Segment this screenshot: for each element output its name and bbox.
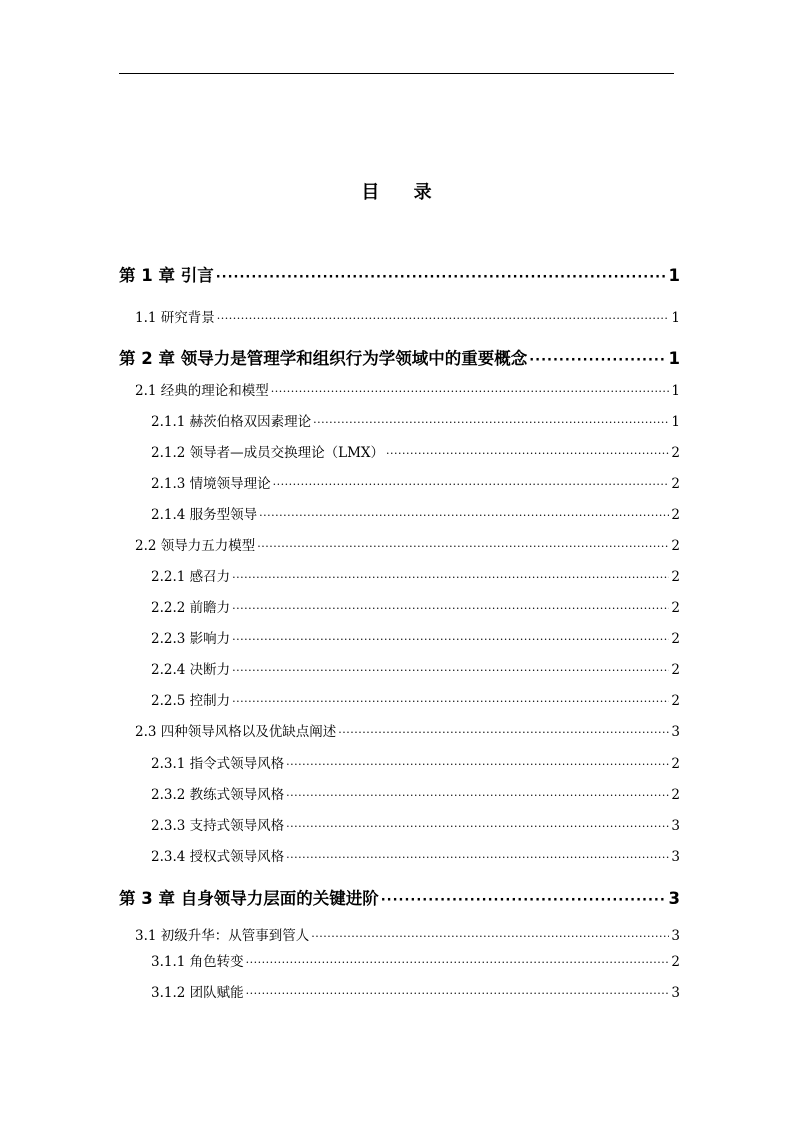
toc-entry-label: 2.2.3 影响力 xyxy=(151,631,231,647)
toc-entry-2-3-1[interactable] xyxy=(151,753,680,775)
toc-entry-page: 1 xyxy=(671,310,680,326)
toc-entry-label: 第 3 章 自身领导力层面的关键进阶 xyxy=(119,889,379,908)
toc-entry-label: 2.2 领导力五力模型 xyxy=(135,538,256,554)
toc-leader-dots xyxy=(286,847,669,869)
toc-leader-dots xyxy=(286,754,669,776)
toc-entry-label: 2.1.2 领导者—成员交换理论（LMX） xyxy=(151,445,385,461)
toc-leader-dots xyxy=(257,536,669,558)
toc-entry-2-2-2[interactable] xyxy=(151,597,680,619)
toc-entry-page: 2 xyxy=(671,507,680,523)
toc-entry-label: 2.2.4 决断力 xyxy=(151,662,231,678)
toc-entry-3-1-1[interactable] xyxy=(151,951,680,973)
toc-entry-page: 1 xyxy=(671,383,680,399)
toc-entry-label: 2.1 经典的理论和模型 xyxy=(135,383,269,399)
toc-entry-page: 3 xyxy=(671,818,680,834)
toc-entry-page: 2 xyxy=(671,476,680,492)
toc-entry-2-1[interactable] xyxy=(135,380,680,402)
toc-entry-2-1-3[interactable] xyxy=(151,473,680,495)
toc-leader-dots xyxy=(232,660,669,682)
toc-entry-2-3-3[interactable] xyxy=(151,815,680,837)
toc-leader-dots xyxy=(232,567,669,589)
toc-entry-page: 2 xyxy=(671,662,680,678)
toc-entry-label: 2.3.2 教练式领导风格 xyxy=(151,787,285,803)
toc-entry-2-3-4[interactable] xyxy=(151,846,680,868)
toc-entry-label: 2.3.1 指令式领导风格 xyxy=(151,756,285,772)
toc-entry-3-1[interactable] xyxy=(135,925,680,947)
toc-leader-dots xyxy=(381,888,667,914)
toc-entry-page: 2 xyxy=(671,600,680,616)
toc-leader-dots xyxy=(246,983,670,1005)
toc-entry-page: 2 xyxy=(671,693,680,709)
toc-entry-chapter-3[interactable] xyxy=(119,886,680,912)
header-rule xyxy=(119,73,674,74)
toc-entry-label: 2.3 四种领导风格以及优缺点阐述 xyxy=(135,724,337,740)
toc-leader-dots xyxy=(271,381,670,403)
toc-entry-label: 2.3.3 支持式领导风格 xyxy=(151,818,285,834)
toc-leader-dots xyxy=(529,348,666,374)
toc-entry-page: 2 xyxy=(671,787,680,803)
toc-leader-dots xyxy=(313,412,669,434)
toc-entry-label: 2.1.4 服务型领导 xyxy=(151,507,258,523)
toc-entry-page: 1 xyxy=(671,414,680,430)
toc-entry-label: 2.1.3 情境领导理论 xyxy=(151,476,271,492)
toc-leader-dots xyxy=(216,265,667,291)
toc-entry-label: 2.3.4 授权式领导风格 xyxy=(151,849,285,865)
toc-entry-2-2-4[interactable] xyxy=(151,659,680,681)
toc-leader-dots xyxy=(217,308,670,330)
toc-leader-dots xyxy=(311,926,669,948)
toc-entry-page: 2 xyxy=(671,631,680,647)
toc-entry-chapter-1[interactable] xyxy=(119,263,680,289)
toc-entry-label: 2.2.1 感召力 xyxy=(151,569,231,585)
toc-title: 目 录 xyxy=(361,182,446,203)
toc-entry-chapter-2[interactable] xyxy=(119,346,680,372)
toc-leader-dots xyxy=(246,952,670,974)
toc-entry-2-1-4[interactable] xyxy=(151,504,680,526)
toc-entry-label: 3.1.2 团队赋能 xyxy=(151,985,244,1001)
toc-entry-page: 2 xyxy=(671,756,680,772)
toc-entry-label: 3.1.1 角色转变 xyxy=(151,954,244,970)
toc-entry-page: 2 xyxy=(671,569,680,585)
toc-entry-label: 第 1 章 引言 xyxy=(119,266,214,285)
toc-leader-dots xyxy=(232,629,669,651)
toc-entry-2-1-1[interactable] xyxy=(151,411,680,433)
toc-entry-page: 3 xyxy=(671,724,680,740)
toc-entry-page: 2 xyxy=(671,445,680,461)
toc-entry-label: 3.1 初级升华：从管事到管人 xyxy=(135,928,310,944)
toc-leader-dots xyxy=(232,598,669,620)
toc-entry-1-1[interactable] xyxy=(135,307,680,329)
toc-leader-dots xyxy=(286,785,669,807)
toc-entry-label: 第 2 章 领导力是管理学和组织行为学领域中的重要概念 xyxy=(119,349,528,368)
toc-entry-page: 3 xyxy=(671,928,680,944)
toc-leader-dots xyxy=(338,722,669,744)
toc-entry-label: 2.2.2 前瞻力 xyxy=(151,600,231,616)
toc-entry-2-2[interactable] xyxy=(135,535,680,557)
toc-entry-label: 2.1.1 赫茨伯格双因素理论 xyxy=(151,414,312,430)
toc-entry-2-3[interactable] xyxy=(135,721,680,743)
toc-entry-2-2-1[interactable] xyxy=(151,566,680,588)
toc-entry-page: 3 xyxy=(671,849,680,865)
toc-leader-dots xyxy=(232,691,669,713)
toc-leader-dots xyxy=(259,505,669,527)
toc-entry-page: 2 xyxy=(671,538,680,554)
toc-entry-2-2-5[interactable] xyxy=(151,690,680,712)
toc-entry-page: 3 xyxy=(668,889,680,908)
toc-entry-page: 1 xyxy=(668,349,680,368)
toc-entry-label: 2.2.5 控制力 xyxy=(151,693,231,709)
toc-entry-page: 2 xyxy=(671,954,680,970)
toc-entry-2-2-3[interactable] xyxy=(151,628,680,650)
toc-entry-3-1-2[interactable] xyxy=(151,982,680,1004)
toc-leader-dots xyxy=(286,816,669,838)
toc-leader-dots xyxy=(386,443,669,465)
toc-entry-label: 1.1 研究背景 xyxy=(135,310,215,326)
toc-entry-page: 1 xyxy=(668,266,680,285)
toc-entry-2-1-2[interactable] xyxy=(151,442,680,464)
toc-entry-page: 3 xyxy=(671,985,680,1001)
toc-leader-dots xyxy=(273,474,670,496)
toc-entry-2-3-2[interactable] xyxy=(151,784,680,806)
